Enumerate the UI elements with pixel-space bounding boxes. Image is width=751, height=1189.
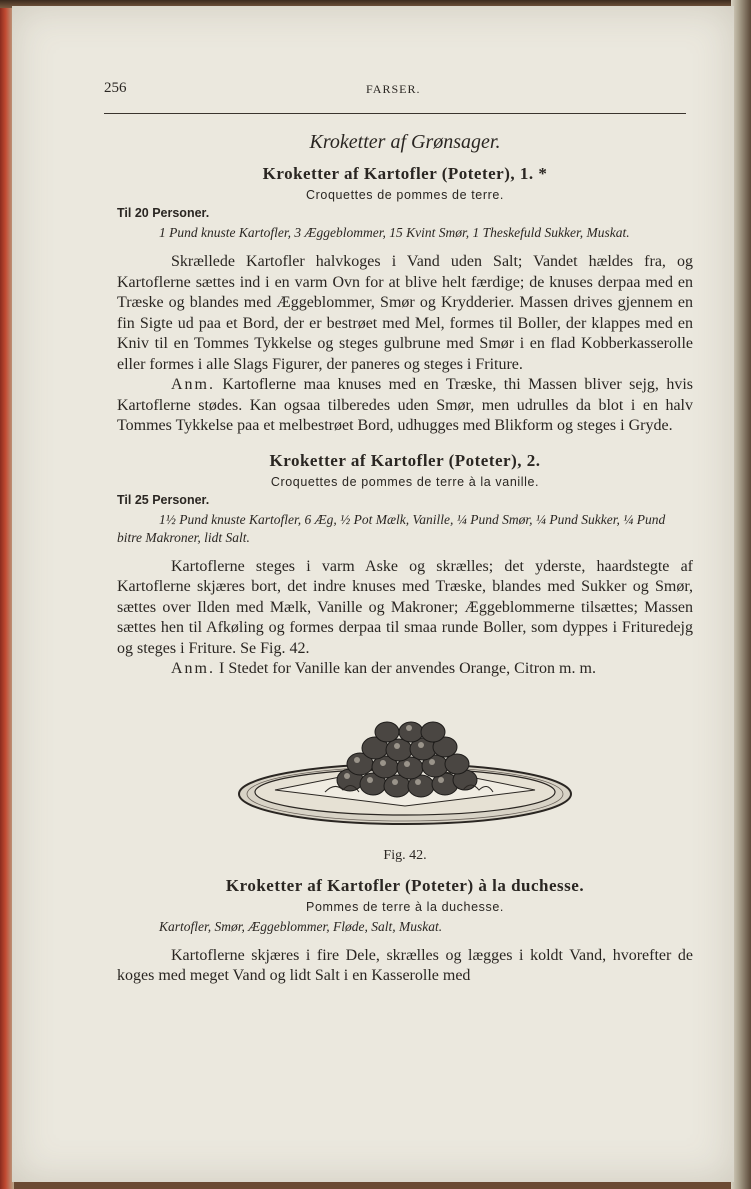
recipe-body-3: Kartoflerne skjæres i fire Dele, skrælles og lægges i koldt Vand, hvorefter de koges med meget Vand og lidt Salt i en Kasserolle med: [117, 946, 693, 984]
recipe-ingredients-1: 1 Pund knuste Kartofler, 3 Æggeblommer, 15 Kvint Smør, 1 Theskefuld Sukker, Muskat.: [159, 225, 630, 240]
page-header: [104, 80, 686, 102]
header-rule: [104, 113, 686, 114]
page-content: [117, 127, 693, 987]
page-number: 256: [104, 80, 127, 96]
note-label: Anm.: [171, 376, 215, 393]
recipe-servings-2: Til 25 Personer.: [117, 492, 210, 507]
section-title: Kroketter af Grønsager.: [309, 131, 501, 153]
recipe-body-2: Kartoflerne steges i varm Aske og skrælles; det yderste, haardstegte af Kartoflerne skjæres bort, det indre knuses med Træske, blandes med Sukker og Smør, sættes over Ilden med Mælk, Vanille og Makroner; Æggeblommerne tilsættes; Massen sættes hen til Afkøling og formes derpaa til smaa runde Boller, som dyppes i Frituredejg og steges i Friture. Se Fig. 42.: [117, 557, 693, 657]
recipe-title-2: Kroketter af Kartofler (Poteter), 2.: [269, 450, 541, 470]
recipe-title-1: Kroketter af Kartofler (Poteter), 1. *: [262, 164, 548, 183]
recipe-french-title-1: Croquettes de pommes de terre.: [306, 188, 504, 202]
recipe-note-2: [117, 659, 693, 680]
note-text: I Stedet for Vanille kan der anvendes Orange, Citron m. m.: [219, 660, 596, 677]
recipe-french-title-3: Pommes de terre à la duchesse.: [306, 899, 504, 914]
recipe-note-1: [117, 375, 693, 437]
figure-caption: Fig. 42.: [383, 847, 427, 863]
recipe-body-1: Skrællede Kartofler halvkoges i Vand uden Salt; Vandet hældes fra, og Kartoflerne sættes ind i en varm Ovn for at blive helt færdige; de knuses derpaa med en Træske og blandes med Æggeblommer, Smør og Krydderier. Massen drives gjennem en fin Sigte ud paa et Bord, der er bestrøet med Mel, formes til Boller, der klappes med en Kniv til en Tommes Tykkelse og steges gulbrune med Smør i en flad Kobberkasserolle eller formes i alle Slags Figurer, der paneres og steges i Friture.: [117, 253, 693, 373]
running-title: FARSER.: [366, 82, 421, 96]
book-page-edges: [731, 0, 751, 1189]
note-label: Anm.: [171, 660, 215, 677]
recipe-french-title-2: Croquettes de pommes de terre à la vanille.: [270, 474, 540, 489]
recipe-ingredients-3: Kartofler, Smør, Æggeblommer, Fløde, Salt, Muskat.: [159, 918, 443, 934]
recipe-title-3: Kroketter af Kartofler (Poteter) à la duchesse.: [225, 875, 585, 895]
recipe-ingredients-2: 1½ Pund knuste Kartofler, 6 Æg, ½ Pot Mælk, Vanille, ¼ Pund Smør, ¼ Pund Sukker, ¼ Pund bitre Makroner, lidt Salt.: [117, 511, 666, 545]
figure-42: [117, 694, 693, 844]
croquettes-platter-illustration: [235, 694, 575, 834]
recipe-servings-1: Til 20 Personer.: [117, 206, 210, 220]
note-text: Kartoflerne maa knuses med en Træske, thi Massen bliver sejg, hvis Kartoflerne stødes. Kan ogsaa tilberedes uden Smør, men udrulles da blot i en halv Tommes Tykkelse paa et melbestrøet Bord, udhugges med Blikform og steges i Gryde.: [117, 376, 694, 434]
